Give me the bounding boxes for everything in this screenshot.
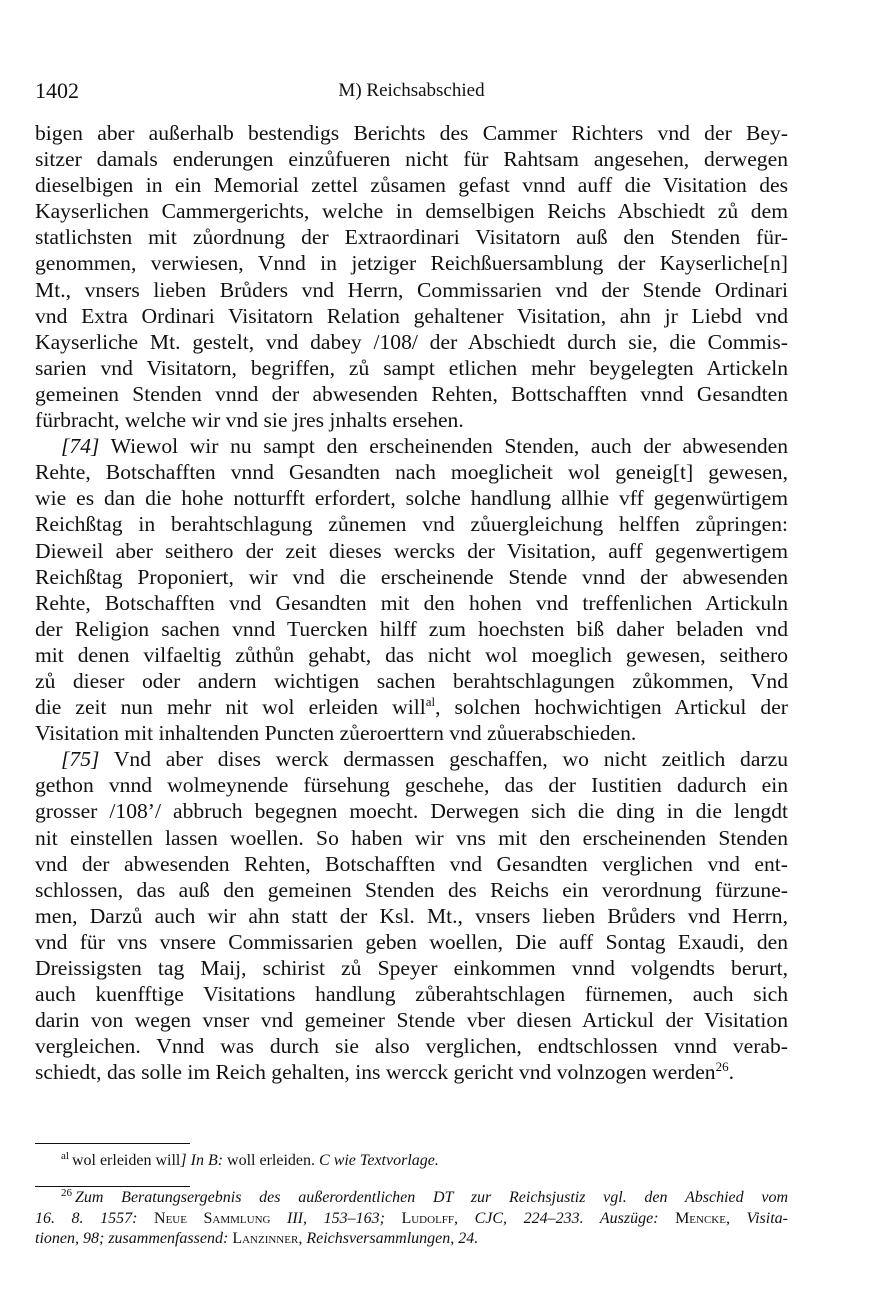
text-line: sitzer damals enderungen einzůfueren nicht für Rahtsam angesehen, derwegen	[35, 147, 788, 172]
text-line: Rehte, Botschafften vnd Gesandten mit den hohen vnd treffenlichen Artickuln	[35, 590, 788, 615]
lemma-bracket: ]	[180, 1152, 187, 1169]
text-line: Mt., vnsers lieben Brůders vnd Herrn, Commissarien vnd der Stende Ordinari	[35, 277, 788, 302]
text-line: Dreissigsten tag Maij, schirist zů Speyer einkommen vnnd volgendts berurt,	[35, 956, 788, 980]
text-line: bigen aber außerhalb bestendigs Berichts des Cammer Richters vnd der Bey-	[35, 121, 788, 145]
text-segment: III, 153–163;	[270, 1209, 402, 1227]
author-name: Neue Sammlung	[154, 1209, 271, 1227]
text-line: mit denen vilfaeltig zůthůn gehabt, das nicht wol moeglich gewesen, seithero	[35, 642, 788, 667]
footnote-divider	[35, 1186, 190, 1187]
text-line	[35, 1059, 788, 1085]
text-line: zů dieser oder andern wichtigen sachen berahtschlagungen zůkommen, Vnd	[35, 668, 788, 693]
witness-b: In B:	[190, 1152, 224, 1169]
footnote-ref-a[interactable]: al	[425, 694, 436, 710]
text-line: Reichßtag in berahtschlagung zůnemen vnd zůuergleichung helffen zůpringen:	[35, 512, 788, 537]
text-line: vnd Extra Ordinari Visitatorn Relation gehaltener Visitation, ahn jr Liebd vnd	[35, 303, 788, 328]
text-line: genommen, verwiesen, Vnnd in jetziger Reichßuersamblung der Kayserliche[n]	[35, 251, 788, 276]
text-line: Rehte, Botschafften vnnd Gesandten nach moeglicheit wol geneig[t] gewesen,	[35, 460, 788, 485]
footnote-line	[35, 1151, 788, 1172]
text-line: Reichßtag Proponiert, wir vnd die erscheinende Stende vnnd der abwesenden	[35, 564, 788, 589]
author-name: Ludolff	[401, 1209, 455, 1227]
text-line: nit einstellen lassen woellen. So haben wir vns mit den erscheinenden Stenden	[35, 825, 788, 850]
footnote-line	[35, 1188, 788, 1209]
text-line: wie es dan die hohe notturfft erfordert, solche handlung allhie vff gegenwürtigem	[35, 486, 788, 511]
footnote-divider	[35, 1143, 190, 1144]
text-line: men, Darzů auch wir ahn statt der Ksl. Mt., vnsers lieben Brůders vnd Herrn,	[35, 903, 788, 928]
footnote-line	[35, 1229, 788, 1250]
running-head: M) Reichsabschied	[338, 80, 485, 101]
witness-c-note: C wie Textvorlage.	[319, 1152, 439, 1169]
page-number: 1402	[35, 78, 79, 103]
text-line: vnd für vns vnsere Commissarien geben woellen, Die auff Sontag Exaudi, den	[35, 929, 788, 954]
footnote-mark: 26	[61, 1187, 72, 1199]
text-line: grosser /108’/ abbruch begegnen moecht. Derwegen sich die ding in die lengdt	[35, 799, 788, 824]
text-line: gemeinen Stenden vnnd der abwesenden Rehten, Bottschafften vnnd Gesandten	[35, 381, 788, 406]
page-header	[35, 76, 788, 106]
text-segment: , solchen hochwichtigen Artickul der	[435, 695, 788, 720]
footnote-line	[35, 1209, 788, 1230]
footnote-26	[35, 1188, 788, 1250]
text-line: dieselbigen in ein Memorial zettel zůsamen gefast vnnd auff die Visitation des	[35, 173, 788, 198]
text-segment: die zeit nun mehr nit wol erleiden will	[35, 695, 426, 720]
text-line: auch kuenfftige Visitations handlung zůberahtschlagen fürnemen, auch sich	[35, 982, 788, 1007]
footnote-ref-26[interactable]: 26	[715, 1059, 729, 1075]
text-segment: tionen, 98; zusammenfassend:	[35, 1230, 233, 1247]
paragraph-ref-75: [75]	[61, 747, 100, 772]
text-line: sarien vnd Visitatorn, begriffen, zů sampt etlichen mehr beygelegten Artickeln	[35, 355, 788, 380]
paragraph-ref-74: [74]	[61, 434, 100, 459]
text-line: fürbracht, welche wir vnd sie jres jnhalts ersehen.	[35, 408, 464, 433]
text-line: Visitation mit inhaltenden Puncten zůeroerttern vnd zůuerabschieden.	[35, 721, 637, 746]
text-line: Kayserliche Mt. gestelt, vnd dabey /108/ der Abschiedt durch sie, die Commis-	[35, 329, 788, 354]
lemma: wol erleiden will	[71, 1152, 181, 1169]
text-line: vergleichen. Vnnd was durch sie also verglichen, endtschlossen vnnd verab-	[35, 1034, 788, 1059]
text-line: vnd der abwesenden Rehten, Botschafften vnd Gesandten verglichen vnd ent-	[35, 851, 788, 876]
text-segment: schiedt, das solle im Reich gehalten, ins wercck gericht vnd volnzogen werden	[35, 1060, 716, 1085]
text-line: darin von wegen vnser vnd gemeiner Stende vber diesen Artickul der Visitation	[35, 1008, 788, 1033]
text-line: gethon vnnd wolmeynende fürsehung geschehe, das der Iustitien dadurch ein	[35, 773, 788, 798]
text-segment: 16. 8. 1557:	[35, 1209, 155, 1227]
text-line: statlichsten mit zůordnung der Extraordinari Visitatorn auß den Stenden für-	[35, 225, 788, 250]
text-line	[35, 694, 788, 720]
text-segment: Wiewol wir nu sampt den erscheinenden Stenden, auch der abwesenden	[99, 434, 788, 459]
text-line: der Religion sachen vnnd Tuercken hilff zum hoechsten biß daher beladen vnd	[35, 616, 788, 641]
paragraph-75-first-line	[35, 746, 788, 772]
text-segment: , Visita-	[725, 1209, 789, 1227]
author-name: Lanzinner	[232, 1230, 299, 1247]
variant-reading: woll erleiden.	[223, 1152, 320, 1169]
text-segment: .	[728, 1060, 734, 1085]
paragraph-74-first-line	[35, 433, 788, 459]
author-name: Mencke	[675, 1209, 726, 1227]
text-segment: , Reichsversammlungen, 24.	[298, 1230, 479, 1247]
footnote-a	[35, 1151, 788, 1172]
text-segment: Zum Beratungsergebnis des außerordentlichen DT zur Reichsjustiz vgl. den Abschied vom	[75, 1189, 788, 1206]
footnote-mark: al	[61, 1150, 69, 1162]
text-segment: , CJC, 224–233. Auszüge:	[454, 1209, 676, 1227]
text-line: schlossen, das auß den gemeinen Stenden des Reichs ein verordnung fürzune-	[35, 877, 788, 902]
main-text	[35, 120, 788, 1085]
text-segment: Vnd aber dises werck dermassen geschaffen, wo nicht zeitlich darzu	[99, 747, 788, 772]
text-line: Kayserlichen Cammergerichts, welche in demselbigen Reichs Abschiedt zů dem	[35, 199, 788, 224]
text-line: Dieweil aber seithero der zeit dieses wercks der Visitation, auff gegenwertigem	[35, 538, 788, 563]
